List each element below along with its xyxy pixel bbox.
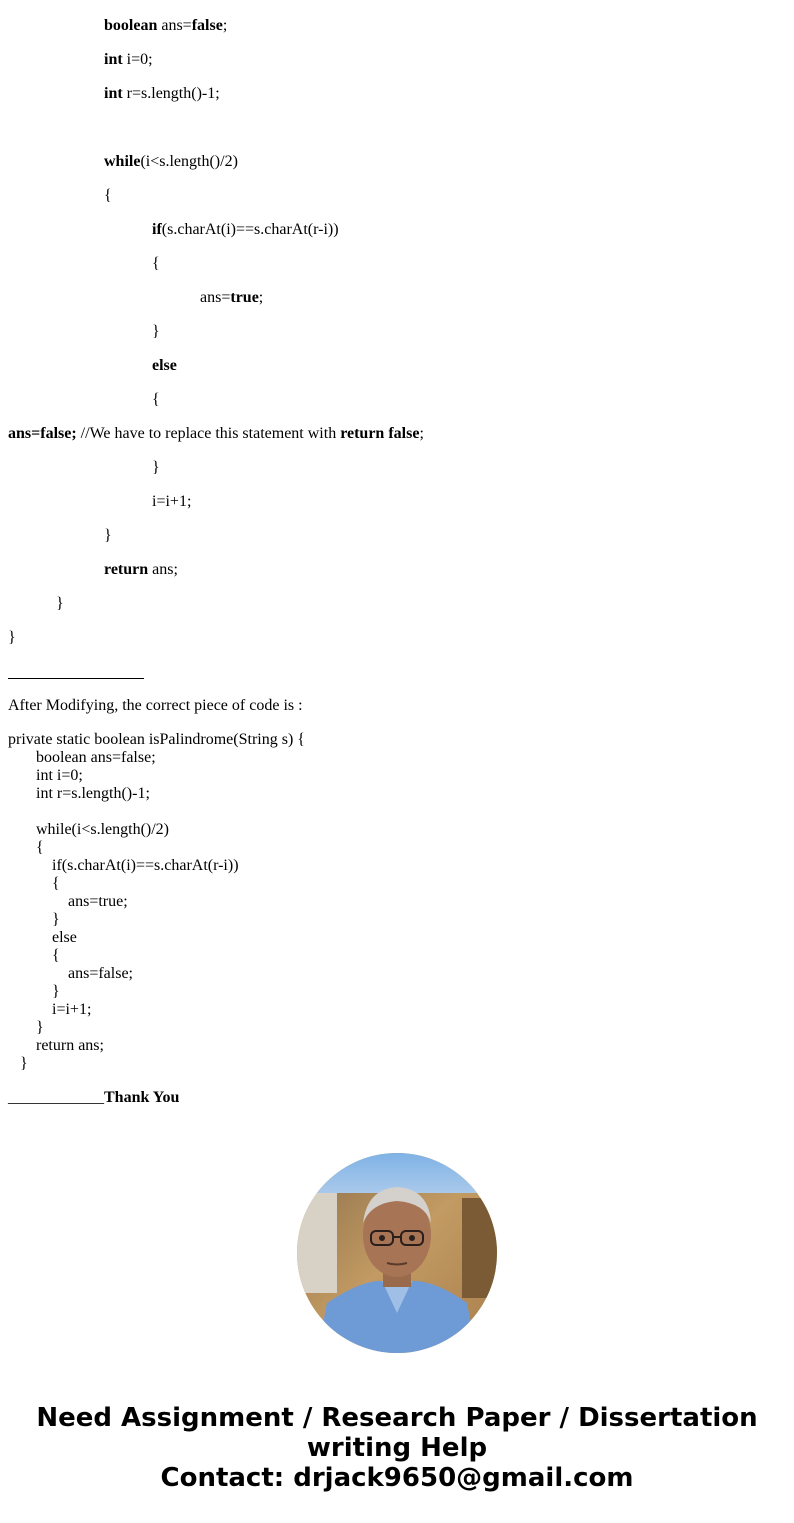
code-line-brace: } <box>56 595 64 612</box>
code-line-while: while(i<s.length()/2) <box>104 153 238 170</box>
code-line-ans-false-comment: ans=false; //We have to replace this statement with return false; <box>8 425 424 442</box>
code-line-boolean: boolean ans=false; <box>104 17 228 34</box>
corrected-code-block: private static boolean isPalindrome(String s) { boolean ans=false; int i=0; int r=s.length()-1; while(i<s.length()/2) { if(s.charAt(i)==s.charAt(r-i)) { ans=true; } else { ans=false; } i=i+1; } return ans; } <box>8 731 305 1072</box>
code-line-ans-true: ans=true; <box>200 289 264 306</box>
code-line-if: if(s.charAt(i)==s.charAt(r-i)) <box>152 221 339 238</box>
code-line-else: else <box>152 357 177 374</box>
thank-you-underline: ____________ <box>8 1089 104 1106</box>
code-line-increment: i=i+1; <box>152 493 192 510</box>
code-line-brace: { <box>152 255 160 272</box>
author-avatar <box>297 1153 497 1353</box>
footer-line-2: writing Help <box>306 1433 488 1463</box>
separator-underline <box>8 678 144 679</box>
thank-you-line <box>8 1089 179 1107</box>
footer-contact <box>0 1403 794 1493</box>
footer-email: Contact: drjack9650@gmail.com <box>160 1463 634 1493</box>
thank-you-label: Thank You <box>104 1089 180 1106</box>
portrait-image <box>297 1153 497 1353</box>
code-line-int-r: int r=s.length()-1; <box>104 85 220 102</box>
code-line-brace: } <box>8 629 16 646</box>
code-line-brace: } <box>104 527 112 544</box>
code-line-brace: } <box>152 459 160 476</box>
code-line-return: return ans; <box>104 561 178 578</box>
code-line-brace: { <box>104 187 112 204</box>
code-line-brace: { <box>152 391 160 408</box>
code-line-int-i: int i=0; <box>104 51 153 68</box>
code-line-brace: } <box>152 323 160 340</box>
intro-text: After Modifying, the correct piece of code is : <box>8 697 303 714</box>
footer-line-1: Need Assignment / Research Paper / Dissertation <box>36 1403 758 1433</box>
